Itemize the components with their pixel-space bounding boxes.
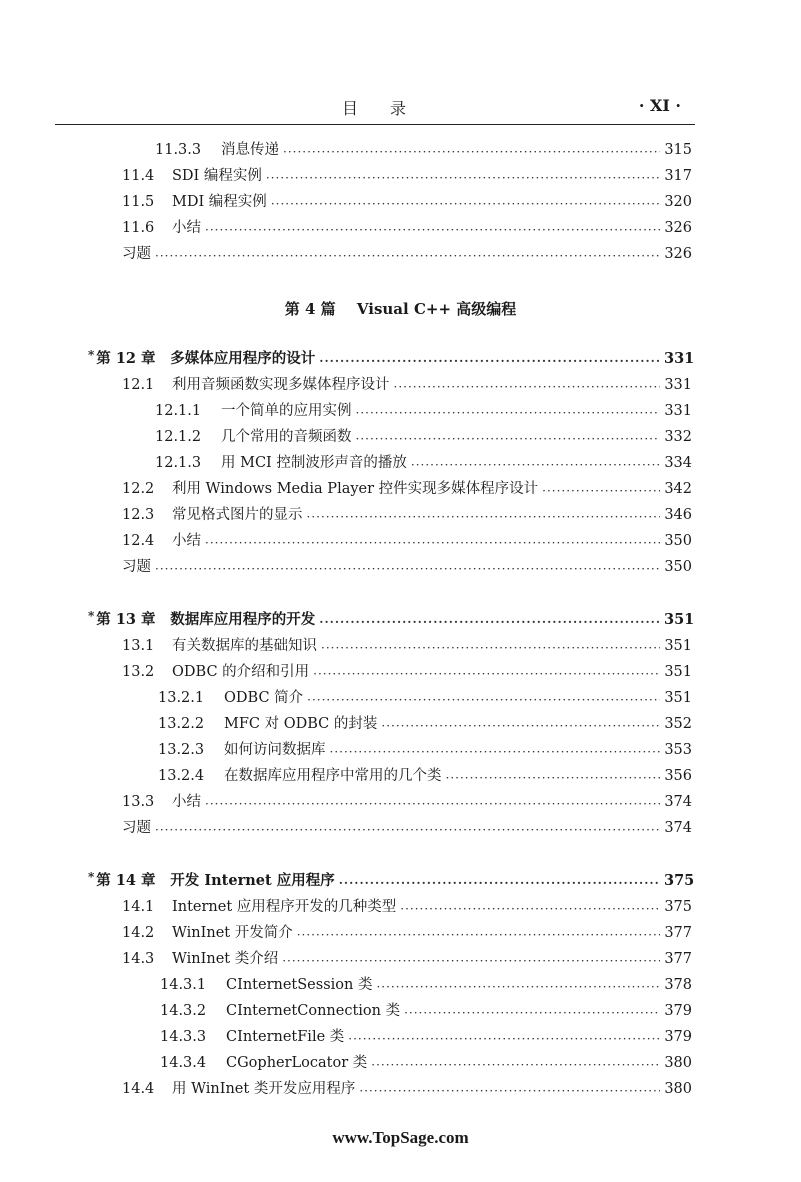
toc-page-number: 378 (664, 977, 692, 993)
toc-row (155, 427, 692, 447)
toc-title: CInternetSession 类 (226, 977, 373, 993)
toc-title: 一个简单的应用实例 (221, 403, 352, 419)
toc-row (122, 531, 692, 551)
toc-row (122, 949, 692, 969)
toc-title: ODBC 简介 (224, 690, 304, 706)
toc-number: 13.2.4 (158, 768, 205, 784)
toc-page-number: 350 (664, 533, 692, 549)
toc-number: 11.6 (122, 220, 155, 236)
toc-row (158, 714, 692, 734)
toc-row (158, 766, 692, 786)
toc-title: 用 MCI 控制波形声音的播放 (221, 455, 407, 471)
dot-leader (359, 1079, 660, 1099)
toc-page-number: 346 (664, 507, 692, 523)
toc-page-number: 351 (664, 638, 692, 654)
toc-number: 14.3.1 (160, 977, 207, 993)
toc-number: 14.3.2 (160, 1003, 207, 1019)
toc-title: 几个常用的音频函数 (221, 429, 352, 445)
toc-title: Internet 应用程序开发的几种类型 (172, 899, 397, 915)
toc-number: 12.3 (122, 507, 155, 523)
toc-row (158, 688, 692, 708)
toc-number: 12.2 (122, 481, 155, 497)
dot-leader (330, 740, 661, 760)
dot-leader (404, 1001, 660, 1021)
toc-title: WinInet 开发简介 (172, 925, 293, 941)
toc-title: 小结 (172, 533, 201, 549)
dot-leader (356, 401, 661, 421)
toc-title: 小结 (172, 794, 201, 810)
toc-number: 14.3 (122, 951, 155, 967)
toc-chapter-row (88, 870, 695, 891)
toc-number: 第 12 章 (96, 350, 156, 367)
toc-page-number: 356 (664, 768, 692, 784)
toc-title: 常见格式图片的显示 (172, 507, 303, 523)
toc-number: 13.2.1 (158, 690, 205, 706)
toc-page-number: 374 (664, 794, 692, 810)
chapter-star-mark: * (88, 348, 95, 362)
dot-leader (400, 897, 660, 917)
part-title (0, 298, 801, 319)
toc-title: 习题 (122, 559, 151, 575)
toc-number: 14.3.4 (160, 1055, 207, 1071)
toc-page-number: 331 (664, 377, 692, 393)
toc-number: 14.4 (122, 1081, 155, 1097)
toc-page-number: 353 (664, 742, 692, 758)
toc-page-number: 350 (664, 559, 692, 575)
toc-page-number: 331 (664, 350, 695, 367)
toc-title: 习题 (122, 246, 151, 262)
toc-page-number: 351 (664, 664, 692, 680)
toc-title: CInternetFile 类 (226, 1029, 345, 1045)
toc-number: 12.1.3 (155, 455, 202, 471)
dot-leader (205, 218, 660, 238)
toc-title: 多媒体应用程序的设计 (170, 350, 316, 367)
toc-title: 数据库应用程序的开发 (170, 611, 316, 628)
toc-page-number: 320 (664, 194, 692, 210)
dot-leader (348, 1027, 660, 1047)
dot-leader (307, 688, 660, 708)
toc-title: WinInet 类介绍 (172, 951, 279, 967)
toc-page-number: 342 (664, 481, 692, 497)
dot-leader (205, 531, 660, 551)
toc-row (158, 740, 692, 760)
toc-number: 12.1 (122, 377, 155, 393)
toc-number: 第 14 章 (96, 872, 156, 889)
toc-number: 11.5 (122, 194, 155, 210)
toc-title: 习题 (122, 820, 151, 836)
toc-number: 第 13 章 (96, 611, 156, 628)
dot-leader (205, 792, 660, 812)
toc-page-number: 332 (664, 429, 692, 445)
toc-page-number: 380 (664, 1081, 692, 1097)
toc-title: MDI 编程实例 (172, 194, 267, 210)
toc-number: 14.1 (122, 899, 155, 915)
dot-leader (307, 505, 661, 525)
dot-leader (371, 1053, 660, 1073)
toc-row (122, 479, 692, 499)
toc-number: 13.2 (122, 664, 155, 680)
toc-row (122, 636, 692, 656)
toc-row (122, 662, 692, 682)
dot-leader (446, 766, 661, 786)
header-title (55, 96, 695, 119)
dot-leader (271, 192, 660, 212)
toc-page-number: 377 (664, 951, 692, 967)
toc-page-number: 375 (664, 899, 692, 915)
toc-title: 小结 (172, 220, 201, 236)
toc-title: 开发 Internet 应用程序 (170, 872, 335, 889)
header-rule (55, 124, 695, 125)
dot-leader (313, 662, 660, 682)
toc-number: 13.1 (122, 638, 155, 654)
toc-row (160, 1053, 692, 1073)
toc-title: 利用音频函数实现多媒体程序设计 (172, 377, 390, 393)
toc-number: 14.2 (122, 925, 155, 941)
toc-number: 13.2.2 (158, 716, 205, 732)
dot-leader (319, 610, 660, 630)
toc-page-number: 377 (664, 925, 692, 941)
dot-leader (282, 949, 660, 969)
toc-page-number: 380 (664, 1055, 692, 1071)
toc-page-number: 315 (664, 142, 692, 158)
toc-row (122, 792, 692, 812)
dot-leader (542, 479, 660, 499)
dot-leader (266, 166, 660, 186)
dot-leader (394, 375, 661, 395)
toc-number: 11.3.3 (155, 142, 202, 158)
toc-row (160, 1027, 692, 1047)
toc-row (122, 505, 692, 525)
toc-row (122, 375, 692, 395)
dot-leader (411, 453, 660, 473)
toc-page-number: 326 (664, 220, 692, 236)
toc-page-number: 317 (664, 168, 692, 184)
toc-page-number: 379 (664, 1029, 692, 1045)
dot-leader (339, 871, 660, 891)
toc-title: CInternetConnection 类 (226, 1003, 401, 1019)
toc-page-number: 351 (664, 611, 695, 628)
toc-title: 有关数据库的基础知识 (172, 638, 317, 654)
toc-page-number: 352 (664, 716, 692, 732)
dot-leader (321, 636, 660, 656)
toc-title: 如何访问数据库 (224, 742, 326, 758)
toc-row (155, 453, 692, 473)
dot-leader (155, 818, 660, 838)
toc-page-number: 326 (664, 246, 692, 262)
dot-leader (283, 140, 660, 160)
chapter-star-mark: * (88, 609, 95, 623)
header-title-right: 录 (390, 99, 409, 118)
toc-number: 13.2.3 (158, 742, 205, 758)
toc-title: 用 WinInet 类开发应用程序 (172, 1081, 356, 1097)
toc-number: 13.3 (122, 794, 155, 810)
part-name: Visual C++ 高级编程 (356, 300, 517, 318)
toc-number: 12.1.1 (155, 403, 202, 419)
dot-leader (155, 557, 660, 577)
dot-leader (356, 427, 661, 447)
toc-row (122, 218, 692, 238)
dot-leader (319, 349, 660, 369)
toc-chapter-row (88, 348, 695, 369)
toc-row (122, 1079, 692, 1099)
dot-leader (376, 975, 660, 995)
header-title-left: 目 (341, 99, 360, 118)
footer-site: www.TopSage.com (332, 1128, 469, 1147)
toc-page-number: 351 (664, 690, 692, 706)
toc-title: CGopherLocator 类 (226, 1055, 368, 1071)
page-header (55, 96, 695, 120)
toc-row (122, 192, 692, 212)
part-label: 第 4 篇 (284, 300, 336, 318)
toc-row (160, 975, 692, 995)
toc-number: 12.1.2 (155, 429, 202, 445)
toc-page-number: 375 (664, 872, 695, 889)
toc-row (160, 1001, 692, 1021)
toc-row (122, 923, 692, 943)
toc-row (122, 166, 692, 186)
toc-title: 在数据库应用程序中常用的几个类 (224, 768, 442, 784)
dot-leader (381, 714, 660, 734)
toc-chapter-row (88, 609, 695, 630)
toc-title: MFC 对 ODBC 的封装 (224, 716, 378, 732)
toc-row (122, 818, 692, 838)
chapter-star-mark: * (88, 870, 95, 884)
toc-page-number: 334 (664, 455, 692, 471)
toc-title: 利用 Windows Media Player 控件实现多媒体程序设计 (172, 481, 539, 497)
toc-row (122, 557, 692, 577)
toc-row (122, 897, 692, 917)
toc-row (122, 244, 692, 264)
dot-leader (155, 244, 660, 264)
toc-row (155, 140, 692, 160)
toc-number: 12.4 (122, 533, 155, 549)
toc-title: SDI 编程实例 (172, 168, 262, 184)
toc-row (155, 401, 692, 421)
toc-page-number: 331 (664, 403, 692, 419)
toc-title: ODBC 的介绍和引用 (172, 664, 310, 680)
toc-number: 11.4 (122, 168, 155, 184)
header-page-number: · XI · (638, 96, 681, 115)
toc-number: 14.3.3 (160, 1029, 207, 1045)
dot-leader (297, 923, 660, 943)
toc-page-number: 374 (664, 820, 692, 836)
toc-page-number: 379 (664, 1003, 692, 1019)
toc-title: 消息传递 (221, 142, 279, 158)
